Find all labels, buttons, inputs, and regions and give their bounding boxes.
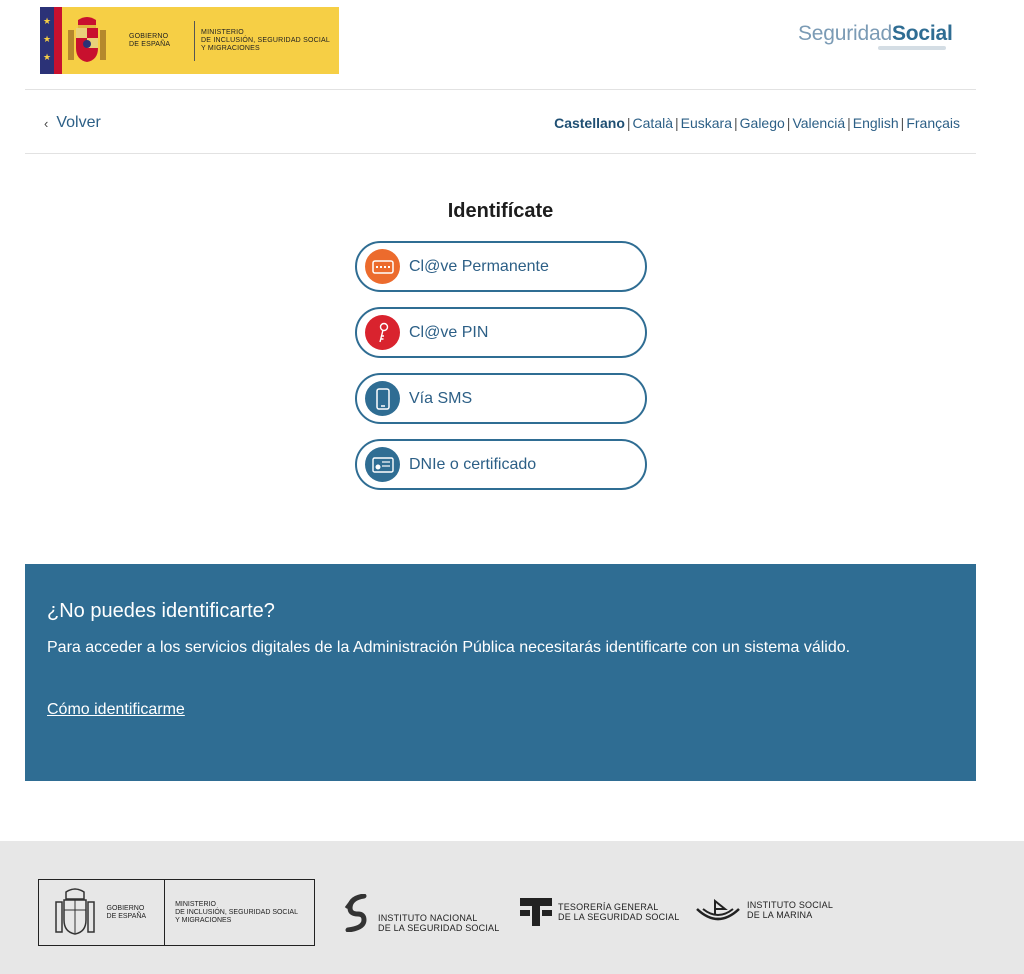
- key-hand-icon: [365, 315, 400, 350]
- coat-of-arms-icon: [62, 7, 113, 74]
- tgss-symbol-icon: [520, 896, 552, 928]
- org-name: INSTITUTO NACIONAL DE LA SEGURIDAD SOCIAL: [378, 913, 500, 933]
- insss-symbol-icon: [342, 894, 372, 932]
- chevron-left-icon: ‹: [44, 115, 49, 131]
- divider: [25, 153, 976, 154]
- language-selector: Castellano | Català | Euskara | Galego | Valenciá | English | Français: [554, 115, 960, 131]
- back-link[interactable]: [44, 114, 101, 132]
- help-text: Para acceder a los servicios digitales de la Administración Pública necesitarás identificarte con un sistema válido.: [47, 639, 851, 656]
- lang-castellano[interactable]: Castellano: [554, 115, 625, 131]
- ship-icon: [695, 899, 741, 927]
- ministry-name: MINISTERIO DE INCLUSIÓN, SEGURIDAD SOCIAL Y MIGRACIONES: [175, 900, 298, 924]
- option-label: Cl@ve Permanente: [409, 257, 549, 275]
- gov-name: GOBIERNO DE ESPAÑA: [106, 904, 147, 920]
- phone-icon: [365, 381, 400, 416]
- page-title: Identifícate: [447, 200, 554, 222]
- lang-francais[interactable]: Français: [906, 115, 960, 131]
- option-label: Vía SMS: [409, 389, 473, 407]
- help-panel: [25, 564, 976, 781]
- gov-name: GOBIERNO DE ESPAÑA: [128, 32, 171, 48]
- lang-valencia[interactable]: Valenciá: [792, 115, 846, 131]
- clave-permanente-button[interactable]: [355, 241, 647, 292]
- insss-logo[interactable]: [342, 893, 499, 933]
- lang-english[interactable]: English: [852, 115, 899, 131]
- tgss-logo[interactable]: [520, 896, 679, 928]
- ministry-name: MINISTERIO DE INCLUSIÓN, SEGURIDAD SOCIAL Y MIGRACIONES: [201, 28, 330, 52]
- via-sms-button[interactable]: [355, 373, 647, 424]
- seguridad-social-logo[interactable]: SeguridadSocial: [798, 22, 953, 45]
- certificate-icon: [365, 447, 400, 482]
- ism-logo[interactable]: [695, 899, 833, 927]
- logo-underline: [878, 46, 946, 50]
- footer-government-logo[interactable]: [38, 879, 315, 946]
- option-label: Cl@ve PIN: [409, 323, 489, 341]
- org-name: INSTITUTO SOCIAL DE LA MARINA: [747, 900, 834, 920]
- keyboard-icon: [365, 249, 400, 284]
- dnie-certificado-button[interactable]: [355, 439, 647, 490]
- coat-of-arms-icon: [45, 880, 105, 945]
- lang-euskara[interactable]: Euskara: [680, 115, 732, 131]
- site-footer: [0, 841, 1024, 974]
- government-logo[interactable]: [40, 7, 339, 74]
- back-label: Volver: [56, 114, 101, 131]
- how-to-identify-link[interactable]: Cómo identificarme: [47, 701, 185, 718]
- lang-catala[interactable]: Català: [632, 115, 673, 131]
- option-label: DNIe o certificado: [409, 455, 537, 473]
- clave-pin-button[interactable]: [355, 307, 647, 358]
- help-heading: ¿No puedes identificarte?: [47, 600, 275, 622]
- eu-flag-icon: ★ ★ ★: [40, 7, 62, 74]
- org-name: TESORERÍA GENERAL DE LA SEGURIDAD SOCIAL: [558, 902, 680, 922]
- site-header: [0, 0, 1024, 90]
- lang-galego[interactable]: Galego: [739, 115, 785, 131]
- divider: [25, 89, 976, 90]
